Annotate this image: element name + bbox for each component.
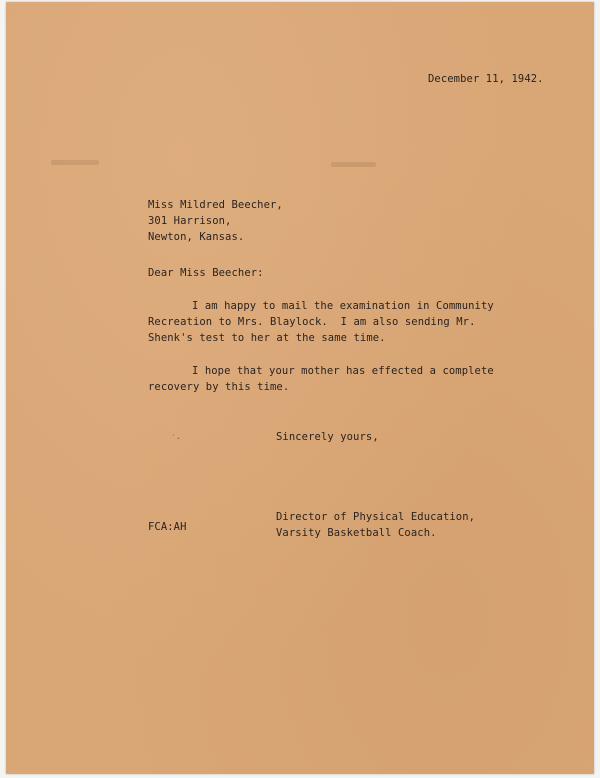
stray-ink-mark: ˙· (171, 434, 181, 443)
paragraph2-line: I hope that your mother has effected a complete (192, 365, 494, 377)
letter-date: December 11, 1942. (428, 73, 544, 85)
recipient-city: Newton, Kansas. (148, 231, 245, 243)
faint-bleed-mark (331, 162, 376, 167)
salutation: Dear Miss Beecher: (148, 267, 264, 279)
paragraph1-line: Shenk's test to her at the same time. (148, 332, 386, 344)
paragraph1-line: I am happy to mail the examination in Community (192, 300, 494, 312)
recipient-street: 301 Harrison, (148, 215, 232, 227)
reference-initials: FCA:AH (148, 521, 187, 533)
faint-bleed-mark (51, 160, 99, 165)
signature-title-line: Varsity Basketball Coach. (276, 527, 437, 539)
signature-title-line: Director of Physical Education, (276, 511, 476, 523)
paragraph2-line: recovery by this time. (148, 381, 290, 393)
closing: Sincerely yours, (276, 431, 379, 443)
recipient-name: Miss Mildred Beecher, (148, 199, 283, 211)
letter-page (6, 2, 594, 774)
paragraph1-line: Recreation to Mrs. Blaylock. I am also sending Mr. (148, 316, 476, 328)
